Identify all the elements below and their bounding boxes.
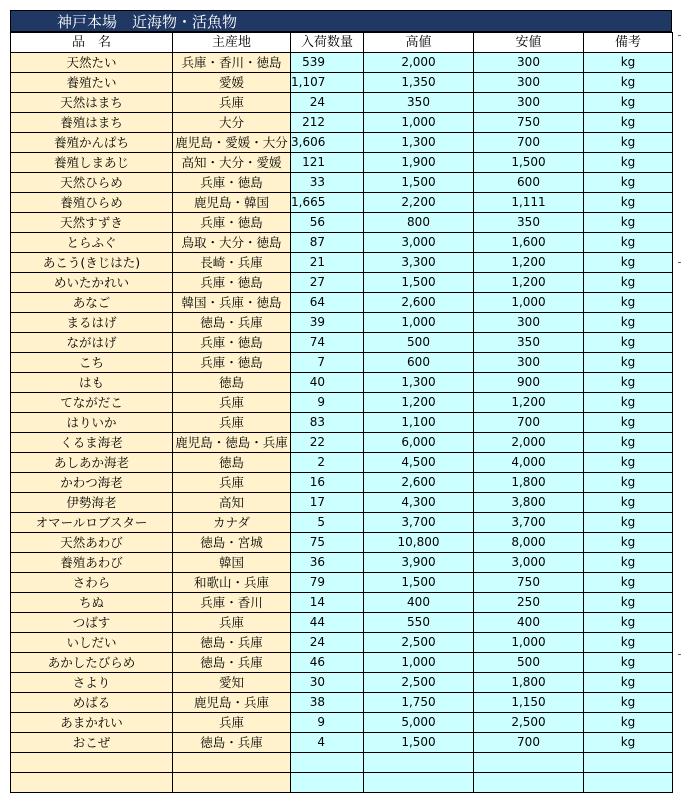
- table-row: [11, 73, 673, 93]
- cell-low: 700: [474, 133, 584, 153]
- cell-low: 700: [474, 413, 584, 433]
- cell-origin: 高知・大分・愛媛: [173, 153, 291, 173]
- cell-qty: 7: [291, 353, 364, 373]
- cell-high: 1,000: [364, 653, 474, 673]
- cell-name: 養殖しまあじ: [11, 153, 173, 173]
- cell-low: 600: [474, 173, 584, 193]
- cell-note: kg: [584, 333, 673, 353]
- cell-name: 天然あわび: [11, 533, 173, 553]
- cell-origin: 愛知: [173, 673, 291, 693]
- cell-note: kg: [584, 673, 673, 693]
- cell-low: 400: [474, 613, 584, 633]
- cell-qty: 17: [291, 493, 364, 513]
- cell-qty: 27: [291, 273, 364, 293]
- edge-tick: [678, 35, 681, 36]
- table-row: [11, 213, 673, 233]
- cell-qty: 16: [291, 473, 364, 493]
- cell-origin: [173, 753, 291, 773]
- cell-low: 900: [474, 373, 584, 393]
- cell-high: 5,000: [364, 713, 474, 733]
- cell-high: 2,000: [364, 53, 474, 73]
- cell-name: [11, 753, 173, 773]
- cell-low: 300: [474, 93, 584, 113]
- table-row: [11, 93, 673, 113]
- cell-note: kg: [584, 193, 673, 213]
- cell-qty: 121: [291, 153, 364, 173]
- cell-name: めいたかれい: [11, 273, 173, 293]
- cell-low: 3,800: [474, 493, 584, 513]
- cell-qty: 75: [291, 533, 364, 553]
- cell-low: [474, 753, 584, 773]
- cell-qty: 22: [291, 433, 364, 453]
- cell-note: kg: [584, 53, 673, 73]
- cell-note: kg: [584, 733, 673, 753]
- cell-origin: 兵庫・徳島: [173, 333, 291, 353]
- cell-origin: カナダ: [173, 513, 291, 533]
- cell-qty: 24: [291, 93, 364, 113]
- cell-name: かわつ海老: [11, 473, 173, 493]
- cell-qty: 1,107: [291, 73, 364, 93]
- cell-name: 養殖たい: [11, 73, 173, 93]
- cell-note: kg: [584, 653, 673, 673]
- cell-qty: 44: [291, 613, 364, 633]
- cell-qty: 5: [291, 513, 364, 533]
- cell-origin: 兵庫・徳島: [173, 353, 291, 373]
- cell-note: kg: [584, 213, 673, 233]
- cell-origin: 徳島・兵庫: [173, 733, 291, 753]
- table-row: [11, 233, 673, 253]
- table-row: [11, 613, 673, 633]
- header-qty: 入荷数量: [291, 33, 364, 53]
- table-row: [11, 113, 673, 133]
- cell-origin: [173, 773, 291, 793]
- edge-tick: [678, 262, 681, 263]
- cell-low: 750: [474, 113, 584, 133]
- cell-low: 1,200: [474, 253, 584, 273]
- cell-low: 250: [474, 593, 584, 613]
- table-row: [11, 453, 673, 473]
- cell-note: kg: [584, 113, 673, 133]
- cell-origin: 兵庫: [173, 613, 291, 633]
- table-row: [11, 333, 673, 353]
- cell-note: kg: [584, 633, 673, 653]
- cell-name: 天然すずき: [11, 213, 173, 233]
- cell-name: 養殖あわび: [11, 553, 173, 573]
- table-row: [11, 353, 673, 373]
- cell-origin: 徳島・兵庫: [173, 653, 291, 673]
- cell-note: kg: [584, 433, 673, 453]
- cell-high: 1,000: [364, 313, 474, 333]
- cell-note: kg: [584, 533, 673, 553]
- cell-origin: 鳥取・大分・徳島: [173, 233, 291, 253]
- cell-origin: 愛媛: [173, 73, 291, 93]
- cell-low: 1,200: [474, 273, 584, 293]
- cell-high: 1,500: [364, 273, 474, 293]
- cell-qty: 38: [291, 693, 364, 713]
- cell-origin: 長崎・兵庫: [173, 253, 291, 273]
- cell-qty: 56: [291, 213, 364, 233]
- cell-name: 天然ひらめ: [11, 173, 173, 193]
- cell-qty: 39: [291, 313, 364, 333]
- cell-name: 伊勢海老: [11, 493, 173, 513]
- cell-high: 400: [364, 593, 474, 613]
- cell-high: 2,500: [364, 633, 474, 653]
- cell-note: kg: [584, 553, 673, 573]
- cell-origin: 兵庫・徳島: [173, 213, 291, 233]
- cell-note: kg: [584, 453, 673, 473]
- cell-high: 2,200: [364, 193, 474, 213]
- cell-high: 10,800: [364, 533, 474, 553]
- table-row: [11, 313, 673, 333]
- cell-note: kg: [584, 273, 673, 293]
- table-row: [11, 253, 673, 273]
- table-row: [11, 713, 673, 733]
- cell-low: 3,000: [474, 553, 584, 573]
- cell-note: kg: [584, 93, 673, 113]
- cell-origin: 兵庫・香川: [173, 593, 291, 613]
- cell-origin: 徳島・兵庫: [173, 313, 291, 333]
- cell-high: 1,750: [364, 693, 474, 713]
- cell-origin: 鹿児島・愛媛・大分: [173, 133, 291, 153]
- cell-name: あしあか海老: [11, 453, 173, 473]
- cell-name: あかしたびらめ: [11, 653, 173, 673]
- cell-qty: 79: [291, 573, 364, 593]
- cell-note: kg: [584, 513, 673, 533]
- cell-high: [364, 773, 474, 793]
- cell-qty: 4: [291, 733, 364, 753]
- cell-low: 350: [474, 333, 584, 353]
- table-row: [11, 153, 673, 173]
- cell-note: kg: [584, 133, 673, 153]
- cell-high: 800: [364, 213, 474, 233]
- cell-origin: 鹿児島・韓国: [173, 193, 291, 213]
- table-row: [11, 293, 673, 313]
- cell-name: おこぜ: [11, 733, 173, 753]
- cell-origin: 兵庫: [173, 413, 291, 433]
- table-row: [11, 753, 673, 773]
- cell-name: つばす: [11, 613, 173, 633]
- cell-qty: 83: [291, 413, 364, 433]
- cell-name: まるはげ: [11, 313, 173, 333]
- cell-low: 1,500: [474, 153, 584, 173]
- cell-name: [11, 773, 173, 793]
- cell-note: kg: [584, 473, 673, 493]
- cell-origin: 兵庫: [173, 93, 291, 113]
- cell-origin: 兵庫: [173, 393, 291, 413]
- cell-low: 3,700: [474, 513, 584, 533]
- cell-name: めばる: [11, 693, 173, 713]
- cell-note: kg: [584, 593, 673, 613]
- cell-high: 600: [364, 353, 474, 373]
- cell-name: あこう(きじはた): [11, 253, 173, 273]
- table-row: [11, 573, 673, 593]
- cell-qty: 21: [291, 253, 364, 273]
- cell-name: はも: [11, 373, 173, 393]
- table-row: [11, 53, 673, 73]
- table-row: [11, 693, 673, 713]
- cell-name: 養殖かんぱち: [11, 133, 173, 153]
- cell-high: 2,500: [364, 673, 474, 693]
- cell-note: kg: [584, 313, 673, 333]
- cell-low: 750: [474, 573, 584, 593]
- cell-name: ながはげ: [11, 333, 173, 353]
- cell-high: 2,600: [364, 473, 474, 493]
- cell-note: kg: [584, 713, 673, 733]
- cell-name: てながだこ: [11, 393, 173, 413]
- cell-low: 300: [474, 53, 584, 73]
- table-row: [11, 133, 673, 153]
- cell-low: 1,150: [474, 693, 584, 713]
- cell-low: [474, 773, 584, 793]
- cell-qty: 36: [291, 553, 364, 573]
- cell-note: kg: [584, 573, 673, 593]
- table-row: [11, 733, 673, 753]
- cell-qty: [291, 753, 364, 773]
- cell-note: kg: [584, 153, 673, 173]
- table-row: [11, 393, 673, 413]
- cell-low: 1,000: [474, 293, 584, 313]
- cell-high: 1,900: [364, 153, 474, 173]
- table-row: [11, 513, 673, 533]
- header-row: [11, 33, 673, 53]
- cell-low: 1,111: [474, 193, 584, 213]
- cell-origin: 韓国・兵庫・徳島: [173, 293, 291, 313]
- cell-high: 1,500: [364, 173, 474, 193]
- header-high: 高値: [364, 33, 474, 53]
- cell-origin: 徳島・宮城: [173, 533, 291, 553]
- cell-note: kg: [584, 293, 673, 313]
- cell-high: [364, 753, 474, 773]
- cell-note: kg: [584, 413, 673, 433]
- cell-origin: 鹿児島・兵庫: [173, 693, 291, 713]
- cell-qty: 24: [291, 633, 364, 653]
- cell-high: 500: [364, 333, 474, 353]
- price-table: [10, 32, 673, 793]
- edge-tick: [678, 654, 681, 655]
- cell-low: 300: [474, 73, 584, 93]
- cell-qty: 539: [291, 53, 364, 73]
- cell-high: 1,300: [364, 373, 474, 393]
- cell-low: 1,000: [474, 633, 584, 653]
- table-row: [11, 173, 673, 193]
- table-row: [11, 533, 673, 553]
- cell-note: kg: [584, 73, 673, 93]
- cell-note: kg: [584, 693, 673, 713]
- cell-name: とらふぐ: [11, 233, 173, 253]
- cell-high: 3,300: [364, 253, 474, 273]
- cell-name: あなご: [11, 293, 173, 313]
- cell-low: 500: [474, 653, 584, 673]
- cell-high: 1,500: [364, 733, 474, 753]
- cell-high: 4,300: [364, 493, 474, 513]
- cell-name: 養殖ひらめ: [11, 193, 173, 213]
- cell-note: kg: [584, 493, 673, 513]
- cell-note: kg: [584, 253, 673, 273]
- table-row: [11, 273, 673, 293]
- cell-high: 350: [364, 93, 474, 113]
- cell-name: はりいか: [11, 413, 173, 433]
- cell-low: 300: [474, 353, 584, 373]
- cell-low: 1,200: [474, 393, 584, 413]
- cell-low: 1,800: [474, 673, 584, 693]
- cell-note: kg: [584, 233, 673, 253]
- cell-low: 8,000: [474, 533, 584, 553]
- cell-qty: 64: [291, 293, 364, 313]
- cell-name: 天然はまち: [11, 93, 173, 113]
- cell-high: 3,000: [364, 233, 474, 253]
- cell-qty: 33: [291, 173, 364, 193]
- cell-qty: 87: [291, 233, 364, 253]
- cell-name: 天然たい: [11, 53, 173, 73]
- cell-qty: 14: [291, 593, 364, 613]
- cell-low: 300: [474, 313, 584, 333]
- table-row: [11, 373, 673, 393]
- cell-low: 700: [474, 733, 584, 753]
- cell-origin: 和歌山・兵庫: [173, 573, 291, 593]
- cell-origin: 兵庫: [173, 713, 291, 733]
- table-row: [11, 193, 673, 213]
- cell-low: 1,800: [474, 473, 584, 493]
- header-low: 安値: [474, 33, 584, 53]
- cell-qty: 9: [291, 393, 364, 413]
- cell-origin: 徳島・兵庫: [173, 633, 291, 653]
- cell-origin: 兵庫: [173, 473, 291, 493]
- header-origin: 主産地: [173, 33, 291, 53]
- cell-high: 2,600: [364, 293, 474, 313]
- cell-qty: 40: [291, 373, 364, 393]
- cell-qty: 2: [291, 453, 364, 473]
- cell-high: 1,100: [364, 413, 474, 433]
- table-row: [11, 633, 673, 653]
- cell-low: 1,600: [474, 233, 584, 253]
- cell-note: kg: [584, 373, 673, 393]
- cell-high: 4,500: [364, 453, 474, 473]
- cell-high: 3,700: [364, 513, 474, 533]
- cell-origin: 韓国: [173, 553, 291, 573]
- table-row: [11, 473, 673, 493]
- cell-qty: 3,606: [291, 133, 364, 153]
- cell-note: kg: [584, 613, 673, 633]
- cell-qty: 1,665: [291, 193, 364, 213]
- cell-qty: 74: [291, 333, 364, 353]
- cell-qty: [291, 773, 364, 793]
- table-row: [11, 653, 673, 673]
- cell-low: 350: [474, 213, 584, 233]
- table-row: [11, 773, 673, 793]
- table-row: [11, 593, 673, 613]
- cell-low: 2,500: [474, 713, 584, 733]
- cell-high: 6,000: [364, 433, 474, 453]
- cell-name: あまかれい: [11, 713, 173, 733]
- cell-high: 550: [364, 613, 474, 633]
- cell-origin: 兵庫・徳島: [173, 273, 291, 293]
- cell-qty: 9: [291, 713, 364, 733]
- cell-note: kg: [584, 173, 673, 193]
- cell-qty: 46: [291, 653, 364, 673]
- cell-name: さわら: [11, 573, 173, 593]
- cell-origin: 兵庫・徳島: [173, 173, 291, 193]
- sheet-title: 神戸本場 近海物・活魚物: [10, 10, 672, 32]
- cell-name: ちぬ: [11, 593, 173, 613]
- cell-origin: 兵庫・香川・徳島: [173, 53, 291, 73]
- cell-note: kg: [584, 393, 673, 413]
- cell-name: 養殖はまち: [11, 113, 173, 133]
- cell-high: 1,000: [364, 113, 474, 133]
- cell-name: いしだい: [11, 633, 173, 653]
- cell-high: 1,500: [364, 573, 474, 593]
- cell-origin: 徳島: [173, 453, 291, 473]
- cell-note: kg: [584, 353, 673, 373]
- cell-high: 3,900: [364, 553, 474, 573]
- cell-origin: 高知: [173, 493, 291, 513]
- cell-high: 1,300: [364, 133, 474, 153]
- cell-origin: 大分: [173, 113, 291, 133]
- cell-note: [584, 773, 673, 793]
- cell-low: 4,000: [474, 453, 584, 473]
- cell-high: 1,200: [364, 393, 474, 413]
- table-row: [11, 493, 673, 513]
- cell-origin: 鹿児島・徳島・兵庫: [173, 433, 291, 453]
- header-name: 品 名: [11, 33, 173, 53]
- cell-qty: 30: [291, 673, 364, 693]
- cell-origin: 徳島: [173, 373, 291, 393]
- market-price-sheet: [10, 10, 673, 793]
- table-row: [11, 433, 673, 453]
- table-body: [11, 53, 673, 793]
- cell-qty: 212: [291, 113, 364, 133]
- cell-name: くるま海老: [11, 433, 173, 453]
- cell-note: [584, 753, 673, 773]
- table-row: [11, 413, 673, 433]
- table-row: [11, 673, 673, 693]
- cell-low: 2,000: [474, 433, 584, 453]
- cell-high: 1,350: [364, 73, 474, 93]
- table-row: [11, 553, 673, 573]
- cell-name: さより: [11, 673, 173, 693]
- header-note: 備考: [584, 33, 673, 53]
- cell-name: こち: [11, 353, 173, 373]
- cell-name: オマールロブスター: [11, 513, 173, 533]
